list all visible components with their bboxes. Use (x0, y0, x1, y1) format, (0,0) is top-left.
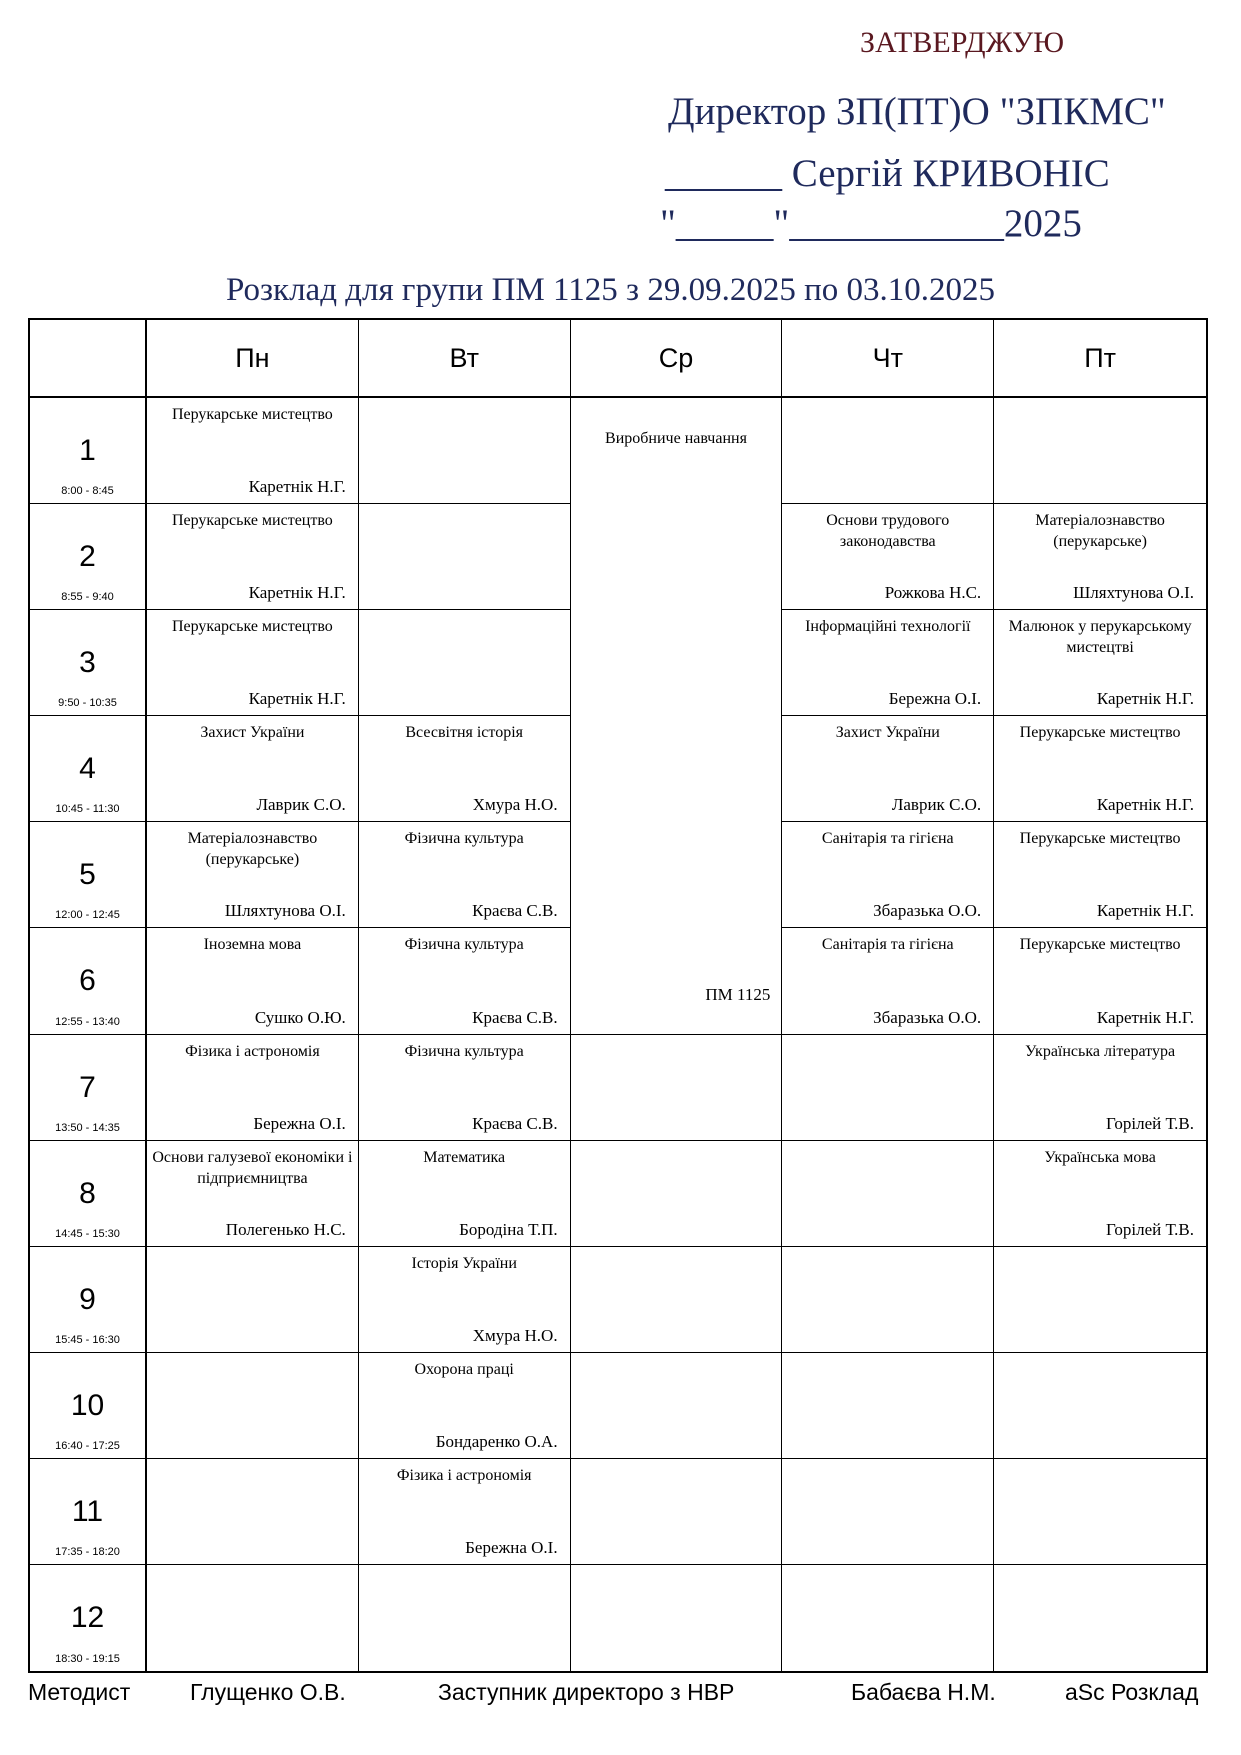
lesson-subject: Матеріалознавство (перукарське) (1035, 512, 1165, 551)
lesson-teacher: Каретнік Н.Г. (1096, 689, 1194, 709)
methodist-name: Глущенко О.В. (190, 1679, 346, 1705)
lesson-cell (994, 504, 1206, 610)
lesson-subject: Фізична культура (404, 1042, 524, 1060)
lesson-cell (359, 716, 571, 822)
lesson-cell (147, 1565, 359, 1671)
lesson-cell (147, 928, 359, 1034)
lesson-teacher: Бережна О.І. (253, 1113, 346, 1133)
lesson-teacher: Каретнік Н.Г. (1096, 901, 1194, 921)
period-time: 9:50 - 10:35 (58, 697, 117, 710)
lesson-cell (359, 822, 571, 928)
period-cell (30, 928, 147, 1034)
period-number: 9 (79, 1282, 96, 1316)
lesson-teacher: Бережна О.І. (465, 1537, 558, 1557)
lesson-cell (571, 1459, 783, 1565)
lesson-subject: Українська мова (1044, 1148, 1156, 1166)
lesson-cell (994, 1565, 1206, 1671)
corner-cell (30, 320, 147, 398)
lesson-subject: Перукарське мистецтво (1019, 830, 1181, 848)
lesson-teacher: Хмура Н.О. (472, 795, 558, 815)
period-cell (30, 1035, 147, 1141)
lesson-cell (782, 1247, 994, 1353)
lesson-cell (147, 1141, 359, 1247)
lesson-cell (359, 928, 571, 1034)
day-header: Пн (147, 320, 359, 398)
software-credit: aSc Розклад (1065, 1679, 1199, 1705)
lesson-subject: Малюнок у перукарському мистецтві (1008, 618, 1192, 657)
lesson-subject: Фізика і астрономія (396, 1466, 532, 1484)
lesson-teacher: Краєва С.В. (472, 1007, 558, 1027)
lesson-cell (359, 610, 571, 716)
lesson-teacher: Каретнік Н.Г. (1096, 795, 1194, 815)
lesson-teacher: Лаврик С.О. (891, 795, 982, 815)
lesson-cell (359, 1459, 571, 1565)
period-cell (30, 1565, 147, 1671)
period-cell (30, 398, 147, 504)
lesson-subject: Фізична культура (404, 830, 524, 848)
period-time: 18:30 - 19:15 (55, 1653, 120, 1665)
period-cell (30, 1353, 147, 1459)
period-time: 12:55 - 13:40 (55, 1015, 120, 1028)
date-line: "_____"___________2025 (660, 202, 1082, 245)
schedule-title: Розклад для групи ПМ 1125 з 29.09.2025 по 03.10.2025 (225, 272, 995, 308)
lesson-cell (147, 1247, 359, 1353)
lesson-cell (782, 1141, 994, 1247)
lesson-teacher: Збаразька О.О. (873, 901, 982, 921)
lesson-cell (994, 1141, 1206, 1247)
approval-stamp: ЗАТВЕРДЖУЮ (860, 26, 1065, 59)
period-time: 8:00 - 8:45 (61, 485, 114, 498)
lesson-subject: Інформаційні технології (805, 618, 971, 636)
lesson-cell (782, 1353, 994, 1459)
lesson-cell (782, 504, 994, 610)
director-line: Директор ЗП(ПТ)О "ЗПКМС" (668, 90, 1166, 133)
lesson-cell (994, 1035, 1206, 1141)
signature-line: ______ Сергій КРИВОНІС (665, 152, 1110, 195)
lesson-teacher: Каретнік Н.Г. (248, 477, 346, 497)
lesson-cell (359, 1247, 571, 1353)
methodist-label: Методист (28, 1679, 131, 1705)
lesson-cell (994, 822, 1206, 928)
period-number: 2 (79, 540, 96, 574)
day-header: Чт (782, 320, 994, 398)
lesson-subject: Санітарія та гігієна (821, 830, 954, 848)
period-cell (30, 1141, 147, 1247)
lesson-cell (147, 1459, 359, 1565)
lesson-teacher: Каретнік Н.Г. (248, 583, 346, 603)
lesson-subject: Перукарське мистецтво (1019, 936, 1181, 954)
lesson-cell (147, 504, 359, 610)
day-header: Вт (359, 320, 571, 398)
lesson-cell (782, 398, 994, 504)
period-number: 3 (79, 646, 96, 680)
lesson-subject: Українська література (1025, 1042, 1176, 1060)
lesson-cell (782, 1035, 994, 1141)
lesson-teacher: Горілей Т.В. (1106, 1113, 1194, 1133)
period-cell (30, 716, 147, 822)
lesson-subject: Всесвітня історія (405, 724, 523, 742)
period-number: 8 (79, 1176, 96, 1210)
lesson-cell (994, 928, 1206, 1034)
period-number: 11 (71, 1494, 104, 1528)
period-cell (30, 1459, 147, 1565)
period-time: 12:00 - 12:45 (55, 909, 120, 922)
lesson-cell (782, 822, 994, 928)
lesson-teacher: Каретнік Н.Г. (1096, 1007, 1194, 1027)
period-time: 17:35 - 18:20 (55, 1545, 120, 1558)
period-number: 5 (79, 858, 96, 892)
lesson-cell (782, 716, 994, 822)
lesson-teacher: Краєва С.В. (472, 901, 558, 921)
lesson-subject: Охорона праці (414, 1360, 514, 1378)
lesson-teacher: Каретнік Н.Г. (248, 689, 346, 709)
lesson-cell (359, 1035, 571, 1141)
lesson-subject: Виробниче навчання (605, 430, 747, 447)
lesson-cell (994, 716, 1206, 822)
deputy-name: Бабаєва Н.М. (851, 1679, 996, 1705)
period-number: 1 (79, 434, 96, 467)
lesson-cell (359, 1353, 571, 1459)
lesson-teacher: Горілей Т.В. (1106, 1219, 1194, 1239)
lesson-cell (782, 610, 994, 716)
lesson-cell (994, 610, 1206, 716)
lesson-subject: Захист України (200, 724, 305, 742)
lesson-cell (147, 1035, 359, 1141)
lesson-cell (571, 1247, 783, 1353)
period-number: 6 (79, 964, 96, 998)
lesson-cell (994, 1459, 1206, 1565)
period-number: 4 (79, 752, 96, 786)
period-time: 15:45 - 16:30 (55, 1333, 120, 1346)
period-number: 7 (79, 1070, 96, 1104)
lesson-subject: Математика (423, 1148, 506, 1166)
lesson-subject: Фізична культура (404, 936, 524, 954)
lesson-cell (147, 610, 359, 716)
lesson-cell (359, 1141, 571, 1247)
lesson-cell (571, 1141, 783, 1247)
lesson-cell (994, 1353, 1206, 1459)
lesson-cell (782, 1459, 994, 1565)
period-time: 16:40 - 17:25 (55, 1439, 120, 1452)
lesson-cell (147, 398, 359, 504)
lesson-subject: Історія України (411, 1254, 517, 1272)
period-number: 10 (70, 1388, 105, 1422)
lesson-cell (359, 1565, 571, 1671)
schedule-table (28, 318, 1208, 1673)
day-header: Пт (994, 320, 1206, 398)
lesson-cell (359, 504, 571, 610)
period-time: 8:55 - 9:40 (61, 591, 114, 604)
period-time: 13:50 - 14:35 (55, 1121, 120, 1134)
lesson-cell-merged (571, 398, 783, 1035)
lesson-teacher: Бережна О.І. (888, 689, 982, 709)
lesson-subject: Перукарське мистецтво (171, 618, 333, 636)
period-time: 14:45 - 15:30 (55, 1227, 120, 1240)
lesson-cell (782, 1565, 994, 1671)
lesson-teacher: Шляхтунова О.І. (224, 901, 346, 921)
period-number: 12 (70, 1600, 105, 1634)
lesson-subject: Перукарське мистецтво (1019, 724, 1181, 742)
lesson-teacher: Краєва С.В. (472, 1113, 558, 1133)
lesson-teacher: Бондаренко О.А. (435, 1431, 558, 1451)
lesson-cell (147, 822, 359, 928)
lesson-subject: Перукарське мистецтво (171, 512, 333, 530)
period-cell (30, 504, 147, 610)
lesson-cell (359, 398, 571, 504)
day-header: Ср (571, 320, 783, 398)
lesson-teacher: Рожкова Н.С. (884, 583, 982, 603)
period-cell (30, 1247, 147, 1353)
lesson-teacher: Сушко О.Ю. (254, 1007, 346, 1027)
lesson-teacher: Збаразька О.О. (873, 1007, 982, 1027)
lesson-cell (571, 1353, 783, 1459)
lesson-subject: Фізика і астрономія (185, 1042, 320, 1060)
lesson-cell (571, 1035, 783, 1141)
lesson-teacher: Полегенько Н.С. (225, 1219, 346, 1239)
lesson-cell (782, 928, 994, 1034)
lesson-cell (571, 1565, 783, 1671)
lesson-cell (147, 1353, 359, 1459)
lesson-subject: Перукарське мистецтво (171, 406, 333, 423)
deputy-label: Заступник директоро з НВР (438, 1679, 735, 1705)
lesson-teacher: Бородіна Т.П. (459, 1219, 558, 1239)
period-cell (30, 610, 147, 716)
lesson-subject: Основи галузевої економіки і підприємництва (152, 1148, 353, 1187)
period-time: 10:45 - 11:30 (55, 803, 120, 816)
lesson-subject: Захист України (835, 724, 940, 742)
lesson-cell (994, 1247, 1206, 1353)
lesson-subject: Матеріалознавство (перукарське) (187, 830, 318, 869)
lesson-subject: Основи трудового законодавства (826, 512, 950, 551)
lesson-cell (994, 398, 1206, 504)
lesson-teacher: Лаврик С.О. (256, 795, 346, 815)
lesson-teacher: Шляхтунова О.І. (1073, 583, 1194, 603)
lesson-teacher: Хмура Н.О. (472, 1325, 558, 1345)
lesson-cell (147, 716, 359, 822)
lesson-subject: Іноземна мова (203, 936, 302, 954)
lesson-subject: Санітарія та гігієна (821, 936, 954, 954)
period-cell (30, 822, 147, 928)
lesson-group: ПМ 1125 (705, 985, 771, 1004)
